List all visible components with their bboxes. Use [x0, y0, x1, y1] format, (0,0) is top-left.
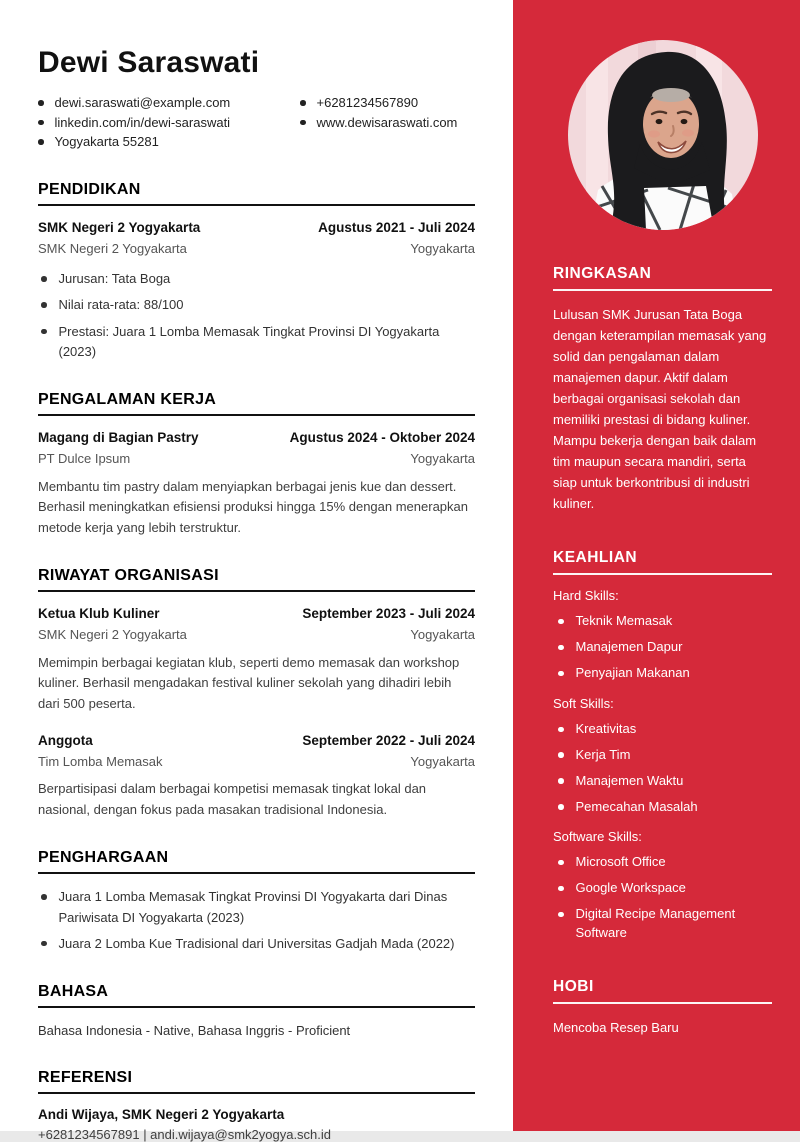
contact-email[interactable]	[38, 93, 300, 113]
bullet-icon	[38, 100, 44, 106]
section-awards	[38, 849, 475, 953]
bullet-icon	[41, 276, 47, 282]
organization-entry	[38, 605, 475, 714]
sidebar	[513, 0, 800, 1131]
skill-group-label: Software Skills:	[553, 829, 642, 845]
skill-text: Kreativitas	[575, 721, 637, 736]
bullet-icon	[300, 100, 306, 106]
skill-text: Manajemen Dapur	[575, 639, 683, 655]
contact-column-1	[38, 93, 300, 152]
section-awards-title: PENGHARGAAN	[38, 849, 475, 874]
experience-role: Magang di Bagian Pastry	[38, 429, 199, 445]
skill-text: Microsoft Office	[575, 854, 666, 870]
bullet-icon	[558, 912, 564, 918]
list-item	[41, 322, 475, 362]
list-item	[558, 638, 772, 657]
summary-text: Lulusan SMK Jurusan Tata Boga dengan keterampilan memasak yang solid dan pengalaman dalam manajemen dapur. Aktif dalam berbagai organisasi sekolah dan memiliki prestasi di bidang kuliner. Mampu bekerja dengan baik dalam tim maupun secara mandiri, serta siap untuk berkontribusi di industri kuliner.	[553, 307, 767, 512]
list-item	[558, 720, 772, 739]
summary-title: RINGKASAN	[553, 265, 772, 291]
bullet-icon	[38, 120, 44, 126]
hobby-text: Mencoba Resep Baru	[553, 1019, 679, 1035]
organization-date: September 2023 - Juli 2024	[302, 606, 475, 622]
bullet-icon	[41, 302, 47, 308]
bullet-icon	[558, 752, 564, 758]
skill-text: Google Workspace	[575, 880, 686, 896]
person-name: Dewi Saraswati	[38, 46, 260, 79]
contact-website[interactable]	[300, 113, 457, 133]
organization-location: Yogyakarta	[410, 627, 475, 643]
bullet-icon	[38, 139, 44, 145]
bullet-icon	[300, 120, 306, 126]
section-organizations-title: RIWAYAT ORGANISASI	[38, 567, 475, 592]
contact-linkedin[interactable]	[38, 113, 300, 133]
reference-name: Andi Wijaya, SMK Negeri 2 Yogyakarta	[38, 1107, 285, 1123]
skill-text: Penyajian Makanan	[575, 665, 690, 681]
list-item	[558, 879, 772, 898]
award-text: Juara 2 Lomba Kue Tradisional dari Universitas Gadjah Mada (2022)	[58, 935, 455, 951]
section-organizations	[38, 567, 475, 820]
education-bullet-text: Nilai rata-rata: 88/100	[58, 297, 184, 313]
contact-phone	[300, 93, 457, 113]
experience-entry	[38, 429, 475, 538]
bullet-icon	[558, 886, 564, 892]
section-experience	[38, 391, 475, 538]
contact-website-text: www.dewisaraswati.com	[316, 114, 458, 130]
list-item	[558, 798, 772, 817]
bullet-icon	[41, 941, 47, 947]
skill-group-software	[553, 829, 772, 942]
list-item	[41, 269, 475, 289]
award-text: Juara 1 Lomba Memasak Tingkat Provinsi DI Yogyakarta dari Dinas Pariwisata DI Yogyakarta (2023)	[58, 889, 448, 925]
section-experience-title: PENGALAMAN KERJA	[38, 391, 475, 416]
contact-linkedin-text: linkedin.com/in/dewi-saraswati	[54, 114, 231, 130]
experience-date: Agustus 2024 - Oktober 2024	[289, 429, 475, 445]
contact-phone-text: +6281234567890	[316, 95, 419, 110]
contact-location	[38, 132, 300, 152]
education-entry	[38, 219, 475, 362]
section-languages-title: BAHASA	[38, 983, 475, 1008]
sidebar-section-hobby	[553, 978, 772, 1038]
skill-group-label: Soft Skills:	[553, 696, 614, 711]
experience-company: PT Dulce Ipsum	[38, 451, 131, 467]
skill-list	[553, 612, 772, 683]
organization-role: Anggota	[38, 732, 93, 748]
organization-description: Memimpin berbagai kegiatan klub, seperti demo memasak dan workshop kuliner. Berhasil mengadakan festival kuliner sekolah yang dihadiri lebih dari 500 peserta.	[38, 654, 460, 712]
section-references-title: REFERENSI	[38, 1069, 475, 1094]
section-references	[38, 1069, 475, 1142]
skill-text: Manajemen Waktu	[575, 772, 684, 788]
bullet-icon	[558, 860, 564, 866]
organization-location: Yogyakarta	[410, 753, 475, 769]
list-item	[41, 887, 475, 927]
reference-contact: +6281234567891 | andi.wijaya@smk2yogya.sch.id	[38, 1127, 332, 1142]
contact-email-text: dewi.saraswati@example.com	[54, 95, 231, 110]
education-date: Agustus 2021 - Juli 2024	[318, 219, 475, 235]
organization-entry	[38, 732, 475, 821]
languages-text: Bahasa Indonesia - Native, Bahasa Inggris - Proficient	[38, 1022, 351, 1038]
skills-title: KEAHLIAN	[553, 549, 772, 575]
education-location: Yogyakarta	[410, 240, 475, 256]
list-item	[558, 853, 772, 872]
list-item	[41, 934, 475, 954]
skill-group-hard	[553, 588, 772, 683]
skill-text: Teknik Memasak	[575, 613, 673, 629]
skill-text: Kerja Tim	[575, 746, 631, 762]
education-school: SMK Negeri 2 Yogyakarta	[38, 219, 201, 235]
list-item	[558, 664, 772, 683]
bullet-icon	[558, 778, 564, 784]
list-item	[558, 612, 772, 631]
contact-block	[38, 93, 475, 152]
bullet-icon	[41, 894, 47, 900]
experience-location: Yogyakarta	[410, 451, 475, 467]
sidebar-section-skills	[553, 549, 772, 942]
education-bullet-text: Prestasi: Juara 1 Lomba Memasak Tingkat Provinsi DI Yogyakarta (2023)	[58, 323, 440, 359]
section-education	[38, 181, 475, 362]
list-item	[558, 746, 772, 765]
bullet-icon	[41, 329, 47, 335]
experience-description: Membantu tim pastry dalam menyiapkan berbagai jenis kue dan dessert. Berhasil meningkatkan efisiensi produksi hingga 15% dengan menerapkan metode kerja yang lebih terstruktur.	[38, 478, 468, 535]
awards-bullet-list	[38, 887, 475, 953]
organization-name: Tim Lomba Memasak	[38, 753, 163, 769]
contact-column-2	[300, 93, 457, 152]
skill-group-soft	[553, 696, 772, 816]
education-bullet-text: Jurusan: Tata Boga	[58, 271, 171, 287]
skill-group-label: Hard Skills:	[553, 588, 619, 604]
bullet-icon	[558, 645, 564, 651]
bullet-icon	[558, 804, 564, 810]
organization-name: SMK Negeri 2 Yogyakarta	[38, 627, 187, 643]
list-item	[558, 772, 772, 791]
skill-text: Pemecahan Masalah	[575, 798, 698, 814]
skill-text: Digital Recipe Management Software	[575, 906, 736, 940]
organization-role: Ketua Klub Kuliner	[38, 606, 160, 622]
main-column	[38, 0, 475, 1142]
hobby-title: HOBI	[553, 978, 772, 1004]
skill-list	[553, 720, 772, 816]
list-item	[558, 905, 772, 943]
skill-list	[553, 853, 772, 942]
organization-date: September 2022 - Juli 2024	[302, 732, 475, 748]
sidebar-section-summary	[553, 265, 772, 514]
bullet-icon	[558, 619, 564, 625]
contact-location-text: Yogyakarta 55281	[54, 134, 159, 149]
bullet-icon	[558, 671, 564, 677]
education-bullet-list	[38, 269, 475, 362]
organization-description: Berpartisipasi dalam berbagai kompetisi memasak tingkat lokal dan nasional, dengan fokus pada masakan tradisional Indonesia.	[38, 781, 427, 817]
list-item	[41, 295, 475, 315]
education-subtitle: SMK Negeri 2 Yogyakarta	[38, 240, 187, 256]
profile-photo	[568, 40, 758, 230]
section-education-title: PENDIDIKAN	[38, 181, 475, 206]
bullet-icon	[558, 727, 564, 733]
section-languages	[38, 983, 475, 1041]
